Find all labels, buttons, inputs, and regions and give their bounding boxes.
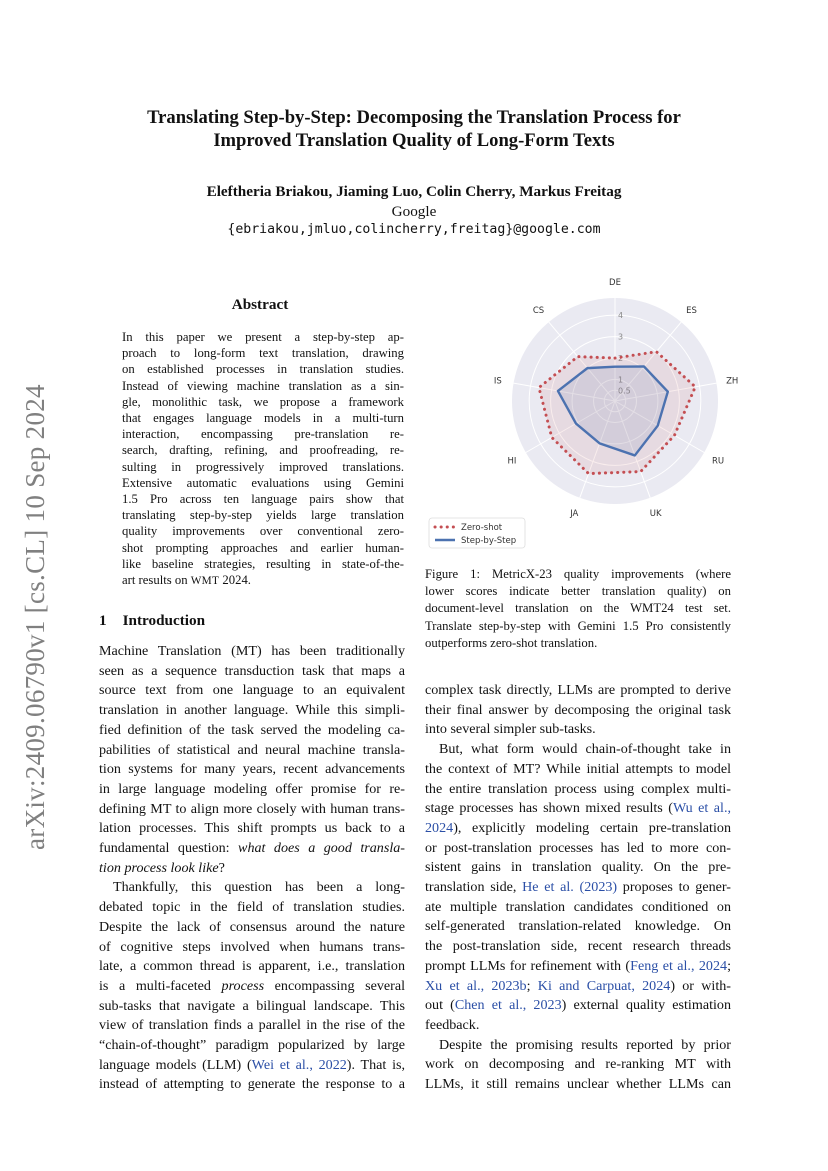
body-line: seen as a sequence transduction task that maps a — [99, 662, 405, 679]
caption-line: outperforms zero-shot translation. — [425, 635, 598, 650]
category-label: JA — [570, 508, 579, 519]
paper-title-line-1: Translating Step-by-Step: Decomposing the Translation Process for — [147, 107, 681, 128]
category-label: DE — [609, 278, 621, 288]
body-line: fied definition of the task served the modeling ca- — [99, 721, 405, 738]
category-label: RU — [711, 456, 725, 467]
body-italic: process — [221, 977, 265, 994]
citation-link[interactable]: Chen et al., 2023 — [454, 997, 562, 1014]
body-text: ? — [218, 859, 225, 876]
abstract-line: that engages language models in a multi-turn — [122, 411, 404, 426]
abstract-text: 2024. — [219, 573, 251, 588]
body-line — [425, 878, 731, 898]
body-line: Despite the promising results reported by prior — [439, 1036, 731, 1053]
body-text: out ( — [425, 997, 455, 1014]
body-line — [99, 1056, 405, 1076]
author-list: Eleftheria Briakou, Jiaming Luo, Colin Cherry, Markus Freitag — [206, 183, 622, 200]
body-line: the context of MT? While initial attempts to model — [425, 760, 731, 777]
radial-tick-label: 3 — [618, 332, 624, 342]
body-line — [99, 839, 405, 859]
category-label: ZH — [726, 376, 739, 387]
affiliation: Google — [391, 203, 437, 220]
body-italic: tion process look like — [99, 859, 219, 876]
body-line: instead of attempting to generate the response to a — [99, 1076, 405, 1093]
body-text: ) or with- — [670, 977, 731, 994]
abstract-line — [122, 572, 404, 589]
abstract-line: proach to long-form text translation, drawing — [122, 346, 404, 361]
intro-right-column — [425, 681, 731, 1095]
abstract-line: gle, monolithic task, we propose a framework — [122, 394, 404, 409]
body-text: encompassing several — [264, 977, 405, 994]
section-title: Introduction — [122, 612, 206, 629]
author-emails: {ebriakou,jmluo,colincherry,freitag}@google.com — [227, 222, 601, 237]
body-line: into several simpler sub-tasks. — [425, 721, 596, 738]
abstract-line: on established processes in translation studies. — [122, 362, 404, 377]
citation-link[interactable]: 2024 — [425, 819, 454, 836]
body-line: LLMs, it still remains unclear whether LLMs can — [425, 1076, 731, 1093]
paper-title — [0, 106, 828, 152]
body-line — [425, 977, 731, 997]
abstract-line: sulting in progressively improved translations. — [122, 459, 404, 474]
body-text: ), explicitly modeling certain pre-translation — [453, 819, 731, 836]
body-line — [425, 799, 731, 819]
body-line: complex task directly, LLMs are prompted to derive — [425, 682, 731, 698]
body-line: tion systems for many years, recent advancements — [99, 761, 405, 778]
abstract-line: translating step-by-step yields large translation — [122, 508, 404, 523]
body-line: work on decomposing and re-ranking MT with — [425, 1056, 731, 1073]
paper-title-line-2: Improved Translation Quality of Long-Form Texts — [213, 130, 615, 151]
abstract-line: like baseline strategies, resulting in state-of-the- — [122, 556, 404, 571]
section-heading-introduction — [99, 612, 205, 630]
body-line: of cognitive steps involved when humans trans- — [99, 938, 405, 955]
body-line: the post-translation side, recent research threads — [425, 938, 731, 955]
citation-link[interactable]: Xu et al., 2023b — [425, 977, 527, 994]
body-line — [425, 957, 731, 977]
body-line: the entire translation process using complex multi- — [425, 780, 731, 797]
body-line: pabilities of statistical and neural machine transla- — [99, 741, 405, 758]
body-line — [425, 819, 731, 839]
citation-link[interactable]: Feng et al., 2024 — [630, 957, 728, 974]
abstract-line: interaction, encompassing pre-translation re- — [122, 427, 404, 442]
body-text: stage processes has shown mixed results ( — [425, 800, 673, 817]
body-line: sistent gains in translation quality. On the pre- — [425, 859, 731, 876]
caption-line: lower scores indicate better translation quality) on — [425, 584, 731, 599]
body-text: ) external quality estimation — [561, 997, 731, 1014]
body-text: ; — [727, 957, 731, 974]
abstract-line: 1.5 Pro across ten language pairs show that — [122, 492, 404, 507]
caption-line: document-level translation on the WMT24 test set. — [425, 601, 731, 616]
body-line: late, a common thread is apparent, i.e., translation — [99, 958, 405, 975]
body-line: Machine Translation (MT) has been traditionally — [99, 643, 405, 659]
abstract-line: Instead of viewing machine translation as a sin- — [122, 378, 404, 393]
figure-caption — [425, 566, 731, 652]
section-number: 1 — [99, 612, 107, 629]
body-text: ; — [526, 977, 538, 994]
body-text: fundamental question: — [99, 840, 239, 857]
body-line: or post-translation processes has led to more con- — [425, 839, 731, 856]
body-text: prompt LLMs for refinement with ( — [425, 957, 631, 974]
body-line: ate multiple translation candidates conditioned on — [425, 898, 731, 915]
caption-line: Translate step-by-step with Gemini 1.5 Pro consistently — [425, 618, 731, 633]
intro-left-column — [99, 642, 405, 1095]
body-line: their final answer by decomposing the original task — [425, 701, 731, 718]
body-line: source text from one language to an equivalent — [99, 682, 405, 699]
citation-link[interactable]: Wu et al., — [672, 800, 731, 817]
body-line: debated topic in the field of translation studies. — [99, 899, 405, 916]
abstract-text: art results on — [122, 573, 191, 588]
body-line: view of translation finds a parallel in the rise of the — [99, 1017, 405, 1034]
citation-link[interactable]: He et al. (2023) — [522, 879, 618, 896]
category-label: IS — [493, 376, 502, 387]
category-label: HI — [507, 456, 517, 467]
body-line: sub-tasks that navigate a bilingual landscape. This — [99, 997, 405, 1014]
caption-line: Figure 1: MetricX-23 quality improvements (where — [425, 567, 731, 581]
body-line: But, what form would chain-of-thought take in — [439, 741, 731, 758]
body-line: defining MT to align more closely with human trans- — [99, 800, 405, 817]
body-line: Despite the lack of consensus around the nature — [99, 918, 405, 935]
abstract-wmt: WMT — [190, 575, 220, 588]
abstract-body — [122, 329, 404, 589]
category-label: ES — [686, 305, 697, 316]
arxiv-stamp-text: arXiv:2409.06790v1 [cs.CL] 10 Sep 2024 — [20, 384, 50, 850]
body-line — [425, 996, 731, 1016]
body-line: translation in another language. While this simpli- — [99, 702, 405, 719]
abstract-heading: Abstract — [231, 296, 289, 313]
abstract-line: search, drafting, refining, and proofreading, re- — [122, 443, 404, 458]
category-label: UK — [649, 508, 662, 519]
radial-tick-label: 4 — [618, 311, 624, 321]
body-line — [99, 977, 405, 997]
body-text: language models (LLM) ( — [99, 1056, 252, 1073]
radar-chart — [425, 278, 739, 554]
body-text: is a multi-faceted — [99, 977, 222, 994]
citation-link[interactable]: Ki and Carpuat, 2024 — [537, 977, 671, 994]
body-line: “chain-of-thought” paradigm popularized by large — [99, 1037, 405, 1054]
abstract-line: shot prompting approaches and earlier human- — [122, 540, 404, 555]
abstract-line: In this paper we present a step-by-step ap- — [122, 330, 404, 344]
abstract-line: quality improvements over conventional zero- — [122, 524, 404, 539]
citation-link[interactable]: Wei et al., 2022 — [251, 1056, 347, 1073]
body-text: translation side, — [425, 879, 523, 896]
legend-label: Zero-shot — [461, 523, 503, 533]
body-text: proposes to gener- — [617, 879, 731, 896]
body-line: self-generated translation-related knowledge. On — [425, 918, 731, 935]
category-label: CS — [532, 305, 545, 316]
arxiv-stamp — [20, 370, 60, 850]
body-italic: what does a good transla- — [238, 840, 405, 857]
body-line: in large language modeling offer promise for re- — [99, 780, 405, 797]
body-line: feedback. — [425, 1016, 480, 1033]
abstract-line: Extensive automatic evaluations using Gemini — [122, 475, 404, 490]
body-line: Thankfully, this question has been a long- — [113, 879, 405, 896]
body-text: ). That is, — [346, 1056, 405, 1073]
body-line — [99, 859, 405, 879]
legend-label: Step-by-Step — [461, 536, 517, 546]
body-line: lation processes. This shift prompts us back to a — [99, 820, 405, 837]
